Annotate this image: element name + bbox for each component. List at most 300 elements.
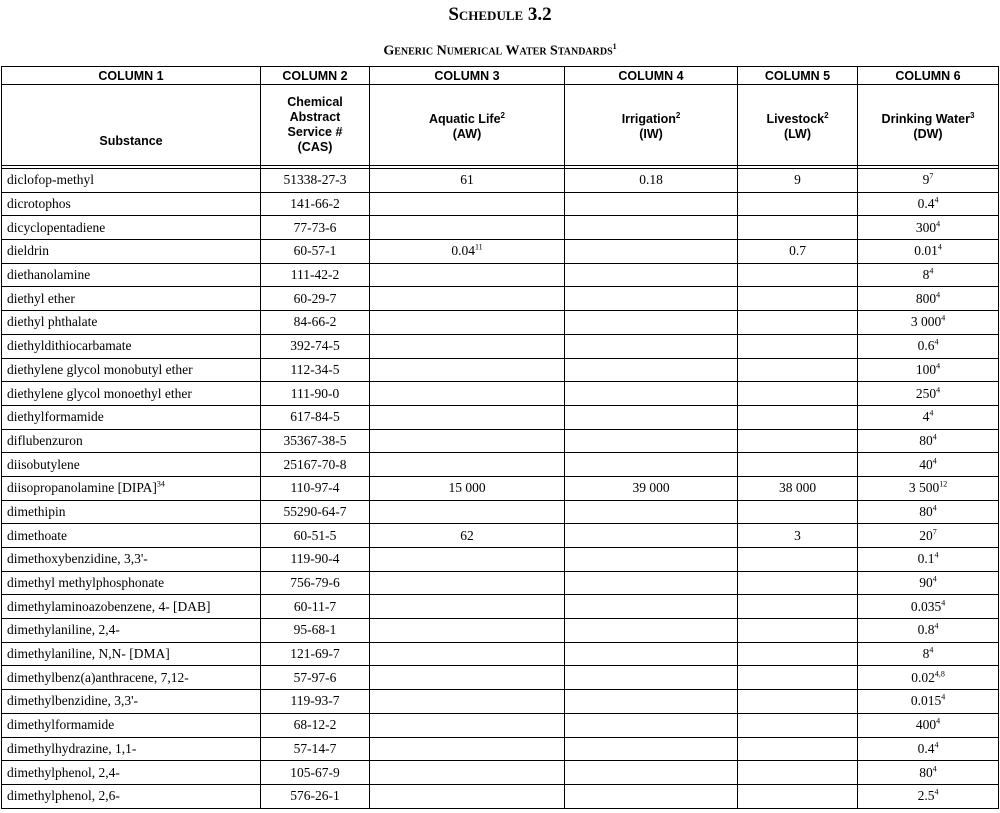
irrigation-cell [565,713,738,737]
cas-cell [261,429,370,453]
livestock-cell [738,405,858,429]
table-row [2,548,999,572]
drinking-water-cell [858,666,999,690]
drinking-water-cell-value: 400 [915,717,937,733]
drinking-water-cell-value: 8 [922,646,930,662]
substance-cell [2,287,261,311]
drinking-water-cell [858,287,999,311]
substance-cell [2,666,261,690]
cas-cell-value: 77-73-6 [293,219,337,235]
substance-name: diethylformamide [7,409,104,425]
cas-cell-value: 51338-27-3 [283,172,347,188]
substance-cell [2,619,261,643]
substance-name: dimethylhydrazine, 1,1- [7,740,137,756]
table-row [2,192,999,216]
substance-name: diisobutylene [7,456,80,472]
cas-cell-value: 57-97-6 [293,669,337,685]
drinking-water-cell-footnote: 4 [932,503,937,513]
drinking-water-cell [858,476,999,500]
table-row [2,453,999,477]
aquatic-life-cell [370,263,565,287]
cas-cell-value: 141-66-2 [290,196,340,212]
livestock-cell [738,690,858,714]
cas-cell [261,169,370,193]
table-row [2,642,999,666]
drinking-water-abbr: (DW) [913,127,943,142]
irrigation-cell [565,595,738,619]
table-row [2,216,999,240]
cas-cell-value: 60-29-7 [293,290,337,306]
drinking-water-cell-value: 9 [922,172,930,188]
table-row [2,761,999,785]
irrigation-cell [565,453,738,477]
irrigation-cell [565,169,738,193]
substance-name: diethyl phthalate [7,314,98,330]
substance-name: dimethoate [7,527,67,543]
substance-name: diethyldithiocarbamate [7,338,132,354]
drinking-water-cell-footnote: 4 [932,432,937,442]
substance-cell [2,761,261,785]
substance-cell [2,453,261,477]
drinking-water-cell-footnote: 4 [934,337,939,347]
cas-cell [261,216,370,240]
cas-cell [261,476,370,500]
column-5-header: COLUMN 5 [738,67,858,85]
drinking-water-cell-footnote: 4 [941,598,946,608]
cas-cell-value: 57-14-7 [293,740,337,756]
drinking-water-cell [858,713,999,737]
aquatic-life-cell [370,287,565,311]
aquatic-life-cell [370,405,565,429]
drinking-water-cell-value: 0.4 [917,196,935,212]
irrigation-label: Irrigation [621,112,676,127]
substance-cell [2,784,261,808]
livestock-cell [738,476,858,500]
drinking-water-cell-footnote: 4 [941,692,946,702]
cas-cell [261,713,370,737]
substance-cell [2,737,261,761]
livestock-cell-value: 9 [794,172,801,188]
livestock-cell [738,358,858,382]
drinking-water-cell-value: 4 [922,409,930,425]
drinking-water-cell [858,500,999,524]
drinking-water-cell-value: 3 000 [910,314,942,330]
cas-cell [261,500,370,524]
drinking-water-cell-value: 0.02 [911,669,935,685]
drinking-water-cell-footnote: 4 [929,266,934,276]
cas-header-line: Chemical [287,95,343,109]
substance-cell [2,595,261,619]
aquatic-life-cell-value: 61 [460,172,474,188]
substance-name: dieldrin [7,243,49,259]
cas-cell [261,571,370,595]
irrigation-cell [565,240,738,264]
aquatic-life-cell [370,548,565,572]
irrigation-cell [565,784,738,808]
livestock-cell [738,334,858,358]
cas-cell [261,548,370,572]
livestock-cell [738,192,858,216]
irrigation-cell [565,311,738,335]
cas-cell-value: 617-84-5 [290,409,340,425]
drinking-water-cell [858,169,999,193]
livestock-cell [738,453,858,477]
substance-name: diclofop-methyl [7,172,94,188]
substance-cell [2,169,261,193]
irrigation-cell [565,382,738,406]
table-row [2,666,999,690]
aquatic-life-cell [370,476,565,500]
drinking-water-cell [858,737,999,761]
cas-cell-value: 95-68-1 [293,622,337,638]
livestock-cell [738,429,858,453]
table-row [2,287,999,311]
aquatic-life-cell [370,713,565,737]
livestock-cell [738,311,858,335]
cas-header-line: (CAS) [297,140,333,154]
cas-cell-value: 35367-38-5 [283,432,347,448]
livestock-cell [738,240,858,264]
cas-cell [261,690,370,714]
substance-cell [2,429,261,453]
drinking-water-cell-value: 2.5 [917,788,935,804]
table-row [2,784,999,808]
irrigation-cell [565,737,738,761]
table-row [2,619,999,643]
cas-cell-value: 121-69-7 [290,646,340,662]
drinking-water-cell [858,216,999,240]
table-subtitle [0,38,1000,61]
substance-cell [2,690,261,714]
subtitle-text: Generic Numerical Water Standards [383,43,613,59]
table-row [2,169,999,193]
substance-cell [2,192,261,216]
aquatic-life-cell-footnote: 11 [474,242,483,252]
substance-cell [2,358,261,382]
aquatic-life-footnote: 2 [500,110,505,120]
substance-name: dimethylbenz(a)anthracene, 7,12- [7,669,189,685]
column-2-header: COLUMN 2 [261,67,370,85]
aquatic-life-cell-value: 15 000 [448,480,486,496]
livestock-cell [738,666,858,690]
substance-name: diethyl ether [7,290,75,306]
cas-cell [261,453,370,477]
drinking-water-cell-footnote: 4 [936,716,941,726]
table-row [2,500,999,524]
aquatic-life-cell-value: 62 [460,527,474,543]
aquatic-life-cell [370,595,565,619]
aquatic-life-cell [370,524,565,548]
irrigation-cell [565,619,738,643]
substance-name: diethylene glycol monoethyl ether [7,385,192,401]
cas-cell [261,784,370,808]
drinking-water-cell-value: 8 [922,267,930,283]
irrigation-cell [565,761,738,785]
drinking-water-cell-footnote: 4 [934,740,939,750]
schedule-title: Schedule 3.2 [448,4,552,25]
livestock-cell [738,784,858,808]
irrigation-cell [565,548,738,572]
drinking-water-cell-footnote: 12 [939,479,948,489]
substance-cell [2,382,261,406]
drinking-water-cell [858,548,999,572]
drinking-water-header [858,85,999,166]
substance-footnote: 34 [156,479,165,489]
drinking-water-footnote: 3 [969,110,975,120]
drinking-water-cell [858,358,999,382]
drinking-water-cell-value: 0.8 [917,622,935,638]
irrigation-cell [565,642,738,666]
table-row [2,690,999,714]
aquatic-life-cell [370,358,565,382]
livestock-abbr: (LW) [783,127,812,142]
irrigation-cell [565,666,738,690]
irrigation-cell [565,334,738,358]
substance-cell [2,405,261,429]
table-row [2,240,999,264]
substance-rows [2,169,999,809]
drinking-water-cell-footnote: 4 [936,290,941,300]
table-row [2,476,999,500]
substance-cell [2,476,261,500]
cas-cell [261,311,370,335]
substance-cell [2,311,261,335]
drinking-water-cell-value: 0.035 [910,598,942,614]
drinking-water-cell-value: 0.4 [917,740,935,756]
drinking-water-cell-value: 0.015 [910,693,942,709]
irrigation-cell [565,405,738,429]
drinking-water-cell [858,761,999,785]
substance-name: dimethipin [7,503,66,519]
irrigation-abbr: (IW) [639,127,663,142]
substance-name: dimethylformamide [7,717,115,733]
substance-name: dimethyl methylphosphonate [7,575,165,591]
drinking-water-cell [858,263,999,287]
cas-cell [261,240,370,264]
livestock-cell [738,642,858,666]
drinking-water-cell-footnote: 4 [934,550,939,560]
aquatic-life-abbr: (AW) [452,127,482,142]
irrigation-cell [565,263,738,287]
table-row [2,311,999,335]
drinking-water-cell-footnote: 7 [929,171,934,181]
drinking-water-cell-footnote: 4 [929,408,934,418]
drinking-water-cell-value: 100 [915,361,937,377]
cas-cell [261,737,370,761]
substance-name: diethanolamine [7,267,91,283]
drinking-water-cell-value: 80 [919,432,933,448]
drinking-water-cell [858,429,999,453]
substance-cell [2,263,261,287]
table-row [2,429,999,453]
substance-header: Substance [2,85,261,166]
cas-cell [261,595,370,619]
cas-cell-value: 576-26-1 [290,788,340,804]
livestock-cell [738,169,858,193]
livestock-cell-value: 38 000 [778,480,817,496]
cas-cell-value: 105-67-9 [290,764,340,780]
cas-cell-value: 111-42-2 [290,267,340,283]
irrigation-cell [565,216,738,240]
substance-cell [2,216,261,240]
livestock-cell [738,263,858,287]
aquatic-life-cell [370,382,565,406]
aquatic-life-cell [370,216,565,240]
aquatic-life-header [370,85,565,166]
aquatic-life-cell [370,429,565,453]
livestock-cell [738,287,858,311]
cas-cell-value: 119-90-4 [290,551,340,567]
cas-cell [261,334,370,358]
drinking-water-cell-value: 90 [919,575,933,591]
cas-cell [261,382,370,406]
irrigation-cell [565,690,738,714]
cas-cell-value: 60-11-7 [293,598,337,614]
drinking-water-cell-footnote: 4 [941,313,946,323]
substance-name: dimethylaniline, N,N- [DMA] [7,646,170,662]
drinking-water-cell-footnote: 4 [934,787,939,797]
livestock-cell [738,713,858,737]
cas-cell-value: 60-51-5 [293,527,337,543]
drinking-water-cell [858,619,999,643]
cas-cell-value: 119-93-7 [290,693,340,709]
drinking-water-cell-footnote: 4 [932,456,937,466]
cas-cell [261,642,370,666]
irrigation-cell [565,571,738,595]
drinking-water-cell [858,240,999,264]
substance-name: dicyclopentadiene [7,219,106,235]
substance-name: diflubenzuron [7,432,83,448]
substance-name: dimethylbenzidine, 3,3'- [7,693,139,709]
drinking-water-cell-footnote: 4,8 [934,669,945,679]
substance-cell [2,500,261,524]
cas-cell [261,761,370,785]
drinking-water-label: Drinking Water [881,112,970,127]
column-label-row [2,85,999,166]
drinking-water-cell [858,311,999,335]
table-row [2,334,999,358]
irrigation-cell [565,358,738,382]
aquatic-life-cell [370,453,565,477]
aquatic-life-cell [370,619,565,643]
drinking-water-cell-value: 300 [915,219,937,235]
cas-cell-value: 112-34-5 [290,361,340,377]
drinking-water-cell [858,571,999,595]
table-row [2,382,999,406]
cas-cell-value: 111-90-0 [290,385,340,401]
drinking-water-cell [858,192,999,216]
substance-name: dimethylaniline, 2,4- [7,622,120,638]
irrigation-cell [565,500,738,524]
substance-name: diethylene glycol monobutyl ether [7,361,193,377]
cas-cell-value: 55290-64-7 [283,503,347,519]
substance-cell [2,548,261,572]
aquatic-life-cell [370,500,565,524]
drinking-water-cell-footnote: 4 [934,621,939,631]
cas-cell [261,619,370,643]
cas-header-line: Abstract [289,110,341,124]
livestock-cell-value: 3 [794,527,801,543]
cas-cell [261,666,370,690]
aquatic-life-cell [370,666,565,690]
substance-cell [2,524,261,548]
cas-cell [261,192,370,216]
column-6-header: COLUMN 6 [858,67,999,85]
table-row [2,595,999,619]
aquatic-life-cell-value: 0.04 [451,243,475,259]
irrigation-header [565,85,738,166]
livestock-cell [738,500,858,524]
livestock-cell [738,619,858,643]
aquatic-life-cell [370,690,565,714]
irrigation-cell [565,287,738,311]
aquatic-life-cell [370,784,565,808]
livestock-cell [738,382,858,406]
livestock-cell [738,595,858,619]
drinking-water-cell-value: 0.6 [917,338,935,354]
cas-header-line: Service # [287,125,343,139]
drinking-water-cell-footnote: 4 [937,242,942,252]
irrigation-cell-value: 39 000 [632,480,670,496]
table-row [2,358,999,382]
livestock-label: Livestock [766,112,825,127]
drinking-water-cell [858,382,999,406]
drinking-water-cell [858,334,999,358]
drinking-water-cell-footnote: 4 [932,574,937,584]
irrigation-cell [565,524,738,548]
table-row [2,713,999,737]
cas-cell-value: 110-97-4 [290,480,340,496]
drinking-water-cell-value: 0.01 [914,243,938,259]
table-row [2,524,999,548]
livestock-header [738,85,858,166]
drinking-water-cell-footnote: 4 [936,361,941,371]
aquatic-life-cell [370,311,565,335]
drinking-water-cell-footnote: 7 [932,527,937,537]
livestock-cell [738,524,858,548]
table-row [2,737,999,761]
cas-cell-value: 84-66-2 [293,314,337,330]
substance-cell [2,713,261,737]
aquatic-life-label: Aquatic Life [429,112,501,127]
substance-name: dimethylphenol, 2,6- [7,788,120,804]
substance-name: dicrotophos [7,196,71,212]
livestock-cell [738,216,858,240]
drinking-water-cell [858,595,999,619]
cas-cell-value: 25167-70-8 [283,456,347,472]
drinking-water-cell [858,642,999,666]
drinking-water-cell-value: 40 [919,456,933,472]
drinking-water-cell [858,524,999,548]
column-number-row [2,67,999,85]
cas-cell-value: 756-79-6 [290,575,340,591]
livestock-cell [738,761,858,785]
livestock-cell [738,548,858,572]
livestock-cell [738,571,858,595]
drinking-water-cell-value: 80 [919,764,933,780]
irrigation-cell [565,476,738,500]
aquatic-life-cell [370,737,565,761]
column-1-header: COLUMN 1 [2,67,261,85]
cas-cell [261,524,370,548]
cas-cell [261,405,370,429]
cas-cell [261,263,370,287]
cas-cell-value: 68-12-2 [293,717,337,733]
table-row [2,571,999,595]
aquatic-life-cell [370,642,565,666]
substance-cell [2,334,261,358]
substance-name: dimethoxybenzidine, 3,3'- [7,551,148,567]
